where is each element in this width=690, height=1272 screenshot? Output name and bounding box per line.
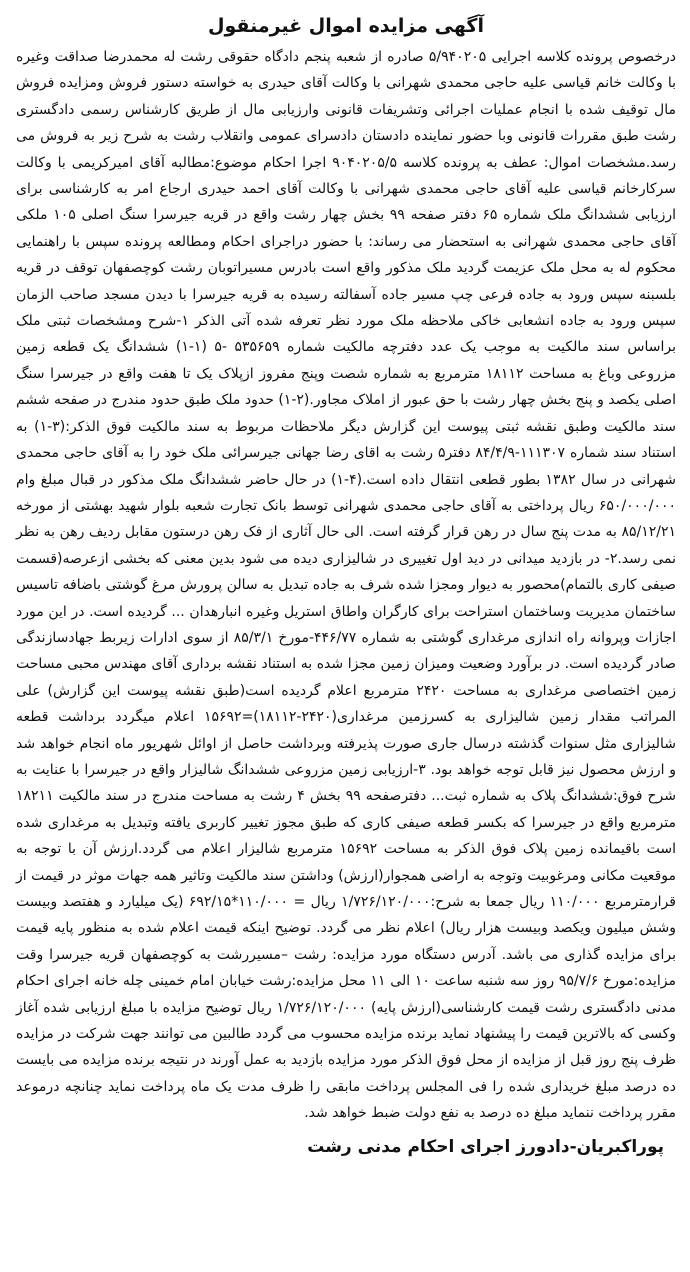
auction-notice — [16, 8, 676, 1264]
notice-title: آگهی مزایده اموال غیرمنقول — [208, 15, 484, 37]
notice-body: درخصوص پرونده کلاسه اجرایی ۵/۹۴۰۲۰۵ صادره از شعبه پنجم دادگاه حقوقی رشت له محمدرضا صداقت وغیره با وکالت خانم قیاسی علیه حاجی محمدی شهرانی با وکالت آقای حیدری به خواسته دستور فروش ومزایده فروش مال توقیف شده با انجام عملیات اجرائی وتشریفات قانونی وارزیابی مال از طریق کارشناس رسمی دادگستری رشت طبق مقررات قانونی وبا حضور نماینده دادستان دادسرای عمومی وانقلاب رشت به شرح زیر به فروش می رسد.مشخصات اموال: عطف به پرونده کلاسه ۹۰۴۰۲۰۵/۵ اجرا احکام موضوع:مطالبه آقای امیرکریمی با وکالت سرکارخانم قیاسی علیه آقای حاجی محمدی شهرانی با وکالت آقای احمد حیدری ارجاع امر به کارشناسی برای ارزیابی ششدانگ ملک شماره ۶۵ دفتر صفحه ۹۹ بخش چهار رشت واقع در قریه جیرسرا سنگ اصلی ۱۰۵ ملکی آقای حاجی محمدی شهرانی به استحضار می رساند: با حضور دراجرای احکام ومطالعه پرونده سپس با راهنمایی محکوم له به محل ملک عزیمت گردید ملک مذکور واقع است بادرس مسیراتوبان رشت کوچصفهان توقف در قریه بلسبنه سپس ورود به جاده فرعی چپ مسیر جاده آسفالته رسیده به قریه جیرسرا با دیدن مسجد صاحب الزمان سپس ورود به جاده انشعابی خاکی ملاحظه ملک مورد نظر تعرفه شده آتی الذکر ۱-شرح ومشخصات ثبتی ملک براساس سند مالکیت به موجب یک عدد دفترچه مالکیت شماره ۵۳۵۶۵۹ -۵ (۱-۱) ششدانگ یک قطعه زمین مزروعی وباغ به مساحت ۱۸۱۱۲ مترمربع به شماره شصت وپنج مفروز ازپلاک یک تا هفت واقع در جیرسرا سنگ اصلی یکصد و پنج بخش چهار رشت با حق عبور از املاک مجاور.(۲-۱) حدود ملک طبق حدود مندرج در صفحه ششم سند مالکیت وطبق نقشه ثبتی پیوست این گزارش دیگر ملاحظات مربوط به سند مالکیت فوق الذکر:(۳-۱) به استناد سند شماره ۱۱۱۳۰۷-۸۴/۴/۹ دفتر۵ رشت به اقای رضا جهانی جیرسرائی ملک خود را به آقای حاجی محمدی شهرانی در سال ۱۳۸۲ بطور قطعی انتقال داده است.(۴-۱) در حال حاضر ششدانگ ملک مذکور در قبال مبلغ وام ۶۵۰/۰۰۰/۰۰۰ ریال پرداختی به آقای حاجی محمدی شهرانی توسط بانک تجارت شعبه بلوار شهید بهشتی از مورخه ۸۵/۱۲/۲۱ به مدت پنج سال در رهن قرار گرفته است. الی حال آثاری از فک رهن درستون مقابل ردیف رهن به نظر نمی رسد.۲- در بازدید میدانی در دید اول تغییری در شالیزاری دیده می شود بدین معنی که بخشی ازعرصه(قسمت صیفی کاری بالتمام)محصور به دیوار ومجزا شده شرف به جاده تبدیل به سالن پرورش مرغ گوشتی باضافه تاسیس ساختمان مدیریت وساختمان استراحت برای کارگران واطاق استریل وغیره انبارهدان ... گردیده است. در این مورد اجازات وپروانه راه اندازی مرغداری گوشتی به شماره ۴۴۶/۷۷-مورخ ۸۵/۳/۱ از سوی ادارات زیربط جهادسازندگی صادر گردیده است. در برآورد وضعیت ومیزان زمین مجزا شده به استناد نقشه برداری آقای مهندس محبی مساحت زمین اختصاصی مرغداری به مساحت ۲۴۲۰ مترمربع اعلام گردیده است(طبق نقشه پیوست این گزارش) علی المراتب مقدار زمین شالیزاری به کسرزمین مرغداری(۲۴۲۰-۱۸۱۱۲)=۱۵۶۹۲ اعلام میگردد برداشت قطعه شالیزاری مثل سنوات گذشته درسال جاری صورت پذیرفته وبرداشت حاصل از اوائل شهریور ماه انجام خواهد شد و ارزش محصول نیز قابل توجه خواهد بود. ۳-ارزیابی زمین مزروعی ششدانگ شالیزار واقع در جیرسرا با عنایت به شرح فوق:ششدانگ پلاک به شماره ثبت... دفترصفحه ۹۹ بخش ۴ رشت به مساحت مندرج در سند مالکیت ۱۸۲۱۱ مترمربع واقع در جیرسرا که بکسر قطعه صیفی کاری که طبق مجوز تغییر کاربری یافته وتبدیل به مرغداری شده است باقیمانده زمین پلاک فوق الذکر به مساحت ۱۵۶۹۲ مترمربع شالیزار اعلام می گردد.ارزش آن با توجه به موقعیت مکانی ومرغوبیت وتوجه به اراضی همجوار(ارزش) وداشتن سند مالکیت وتاثیر همه جهات موثر در قیمت از قرارمترمربع ۱۱۰/۰۰۰ ریال جمعا به شرح:۱/۷۲۶/۱۲۰/۰۰۰ ریال = ۱۱۰/۰۰۰*۶۹۲/۱۵ (یک میلیارد و هفتصد وبیست وشش میلیون ویکصد وبیست هزار ریال) اعلام نظر می گردد. توضیح اینکه قیمت اعلام شده به منظور پایه قیمت برای مزایده گذاری می باشد. آدرس دستگاه مورد مزایده: رشت –مسیررشت به کوچصفهان قریه جیرسرا وقت مزایده:مورخ ۹۵/۷/۶ روز سه شنبه ساعت ۱۰ الی ۱۱ محل مزایده:رشت خیابان امام خمینی چله خانه اجرای احکام مدنی دادگستری رشت قیمت کارشناسی(ارزش پایه) ۱/۷۲۶/۱۲۰/۰۰۰ ریال توضیح مزایده با مبلغ ارزیابی شده آغاز وکسی که بالاترین قیمت را پیشنهاد نماید برنده مزایده محسوب می گردد طالبین می توانند جهت شرکت در مزایده ظرف پنج روز قبل از مزایده از محل فوق الذکر مورد مزایده بازدید به عمل آورند در نتیجه برنده مزایده می بایست ده درصد مبلغ خریداری شده را فی المجلس پرداخت مابقی را ظرف مدت یک ماه پرداخت نماید چنانچه درموعد مقرر پرداخت ننماید مبلغ ده درصد به نفع دولت ضبط خواهد شد. — [16, 49, 677, 1122]
notice-signature: پوراکبریان-دادورز اجرای احکام مدنی رشت — [307, 1136, 664, 1157]
